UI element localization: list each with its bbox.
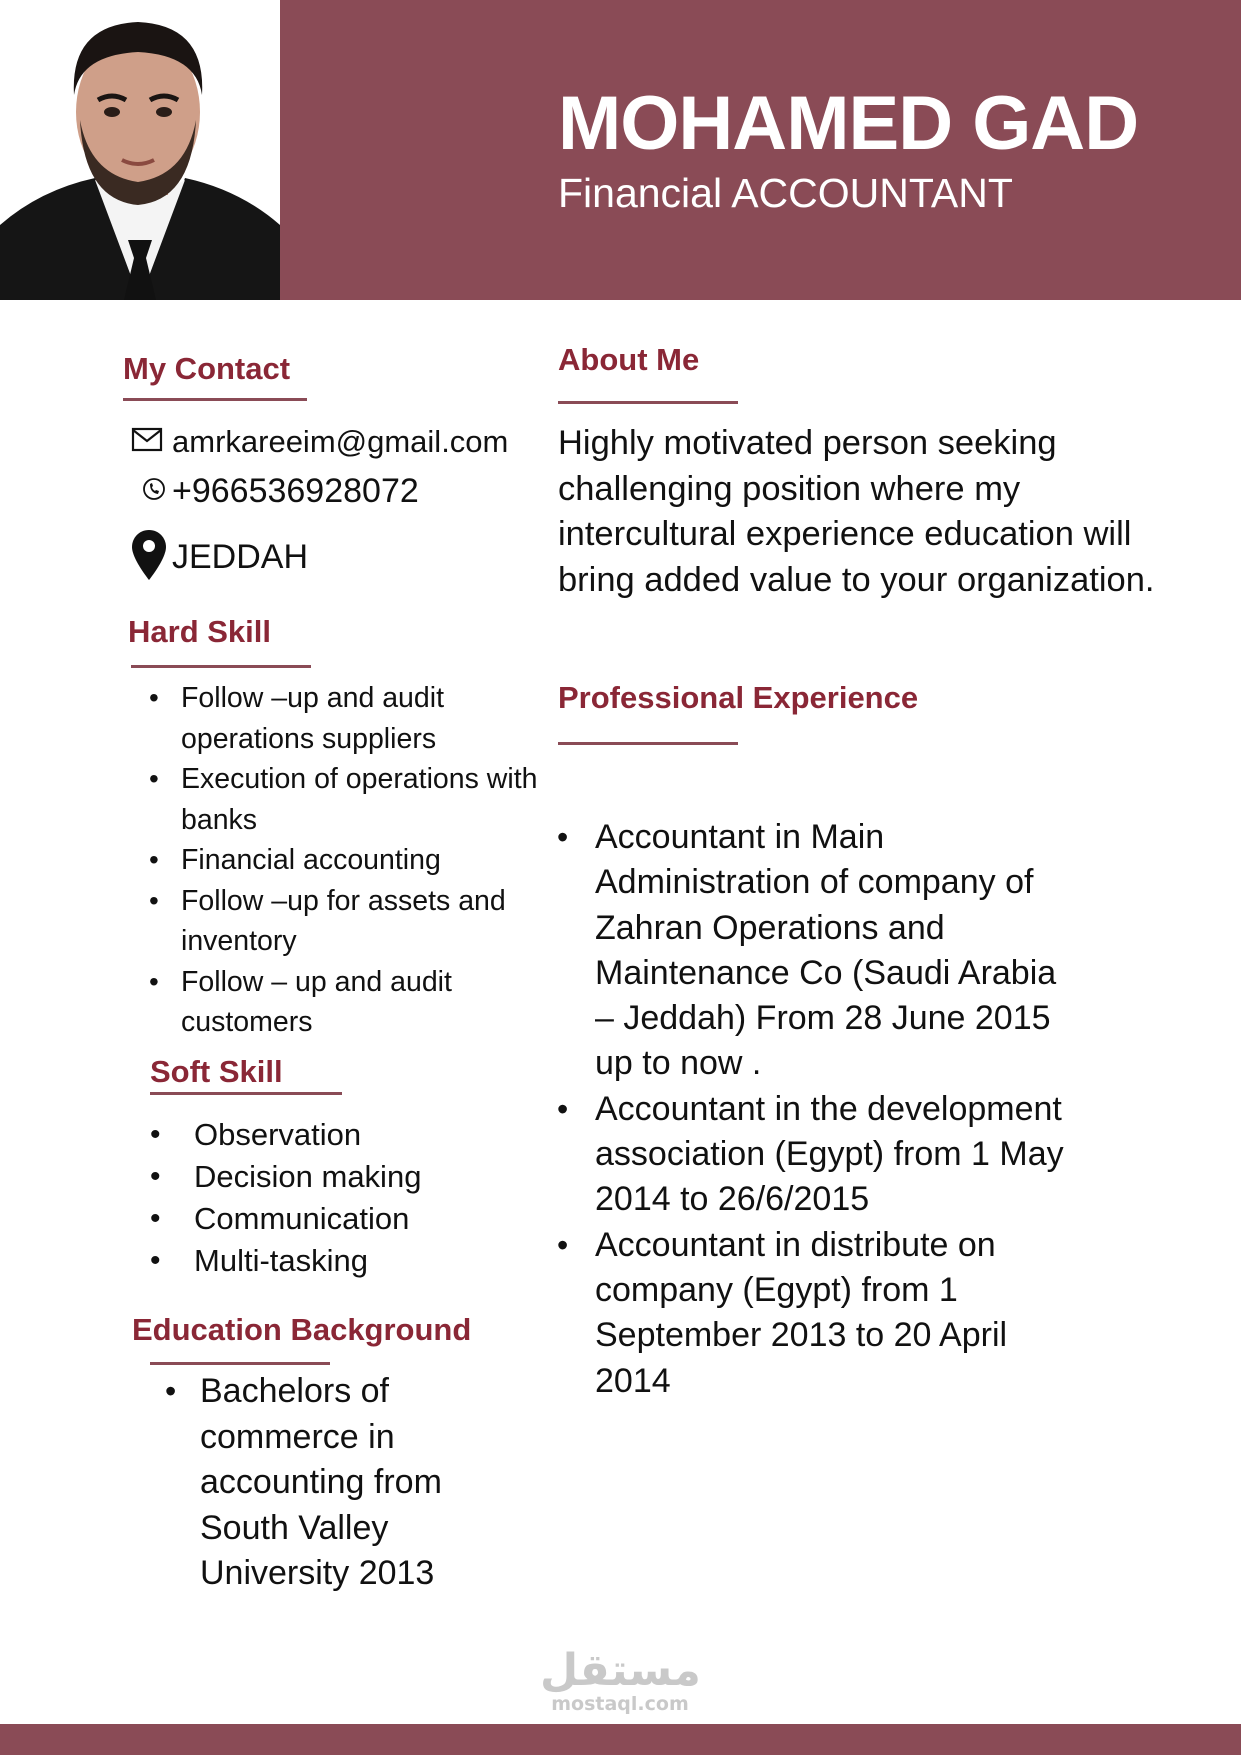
hard-skill-list	[149, 678, 569, 1043]
contact-phone-row	[130, 472, 419, 511]
contact-heading: My Contact	[123, 351, 291, 386]
watermark-latin: mostaql.com	[551, 1693, 689, 1715]
about-underline	[558, 401, 738, 404]
footer-band	[0, 1724, 1241, 1755]
watermark-arabic: مستقل	[540, 1645, 701, 1696]
list-item: • Decision making	[150, 1156, 530, 1198]
mostaql-watermark	[540, 1645, 701, 1715]
education-underline	[150, 1362, 330, 1365]
experience-heading: Professional Experience	[558, 680, 919, 715]
contact-email-row	[130, 424, 508, 460]
list-item: • Accountant in distribute on company (Egypt) from 1 September 2013 to 20 April 2014	[557, 1223, 1077, 1404]
list-item: • Bachelors of commerce in accounting from South Valley University 2013	[165, 1369, 510, 1597]
soft-skill-list	[150, 1114, 530, 1282]
contact-location-row	[130, 528, 308, 587]
experience-list	[557, 815, 1077, 1404]
soft-skill-heading: Soft Skill	[150, 1054, 283, 1089]
list-item: • Execution of operations with banks	[149, 759, 569, 840]
list-item: • Communication	[150, 1198, 530, 1240]
list-item: • Accountant in the development association (Egypt) from 1 May 2014 to 26/6/2015	[557, 1087, 1077, 1223]
hard-skill-heading: Hard Skill	[128, 614, 271, 649]
contact-underline	[123, 398, 307, 401]
map-pin-icon	[130, 528, 168, 587]
list-item: • Follow –up and audit operations suppliers	[149, 678, 569, 759]
about-text: Highly motivated person seeking challenging position where my intercultural experience education will bring added value to your organization.	[558, 424, 1155, 599]
education-list	[165, 1369, 510, 1597]
hard-skill-underline	[131, 665, 311, 668]
candidate-name: MOHAMED GAD	[558, 81, 1139, 166]
experience-underline	[558, 742, 738, 745]
education-heading: Education Background	[132, 1312, 472, 1347]
job-title: Financial ACCOUNTANT	[558, 170, 1013, 216]
list-item: • Financial accounting	[149, 840, 569, 881]
profile-photo	[0, 0, 280, 300]
soft-skill-underline	[150, 1092, 342, 1095]
contact-email[interactable]: amrkareeim@gmail.com	[172, 424, 509, 459]
list-item: • Multi-tasking	[150, 1240, 530, 1282]
list-item: • Observation	[150, 1114, 530, 1156]
envelope-icon	[130, 426, 164, 459]
list-item: • Accountant in Main Administration of company of Zahran Operations and Maintenance Co (Saudi Arabia – Jeddah) From 28 June 2015 up to now .	[557, 815, 1077, 1087]
list-item: • Follow –up for assets and inventory	[149, 881, 569, 962]
list-item: • Follow – up and audit customers	[149, 962, 569, 1043]
about-heading: About Me	[558, 342, 700, 377]
contact-location: JEDDAH	[172, 538, 309, 576]
phone-icon	[142, 477, 166, 506]
contact-phone[interactable]: +966536928072	[172, 472, 419, 510]
